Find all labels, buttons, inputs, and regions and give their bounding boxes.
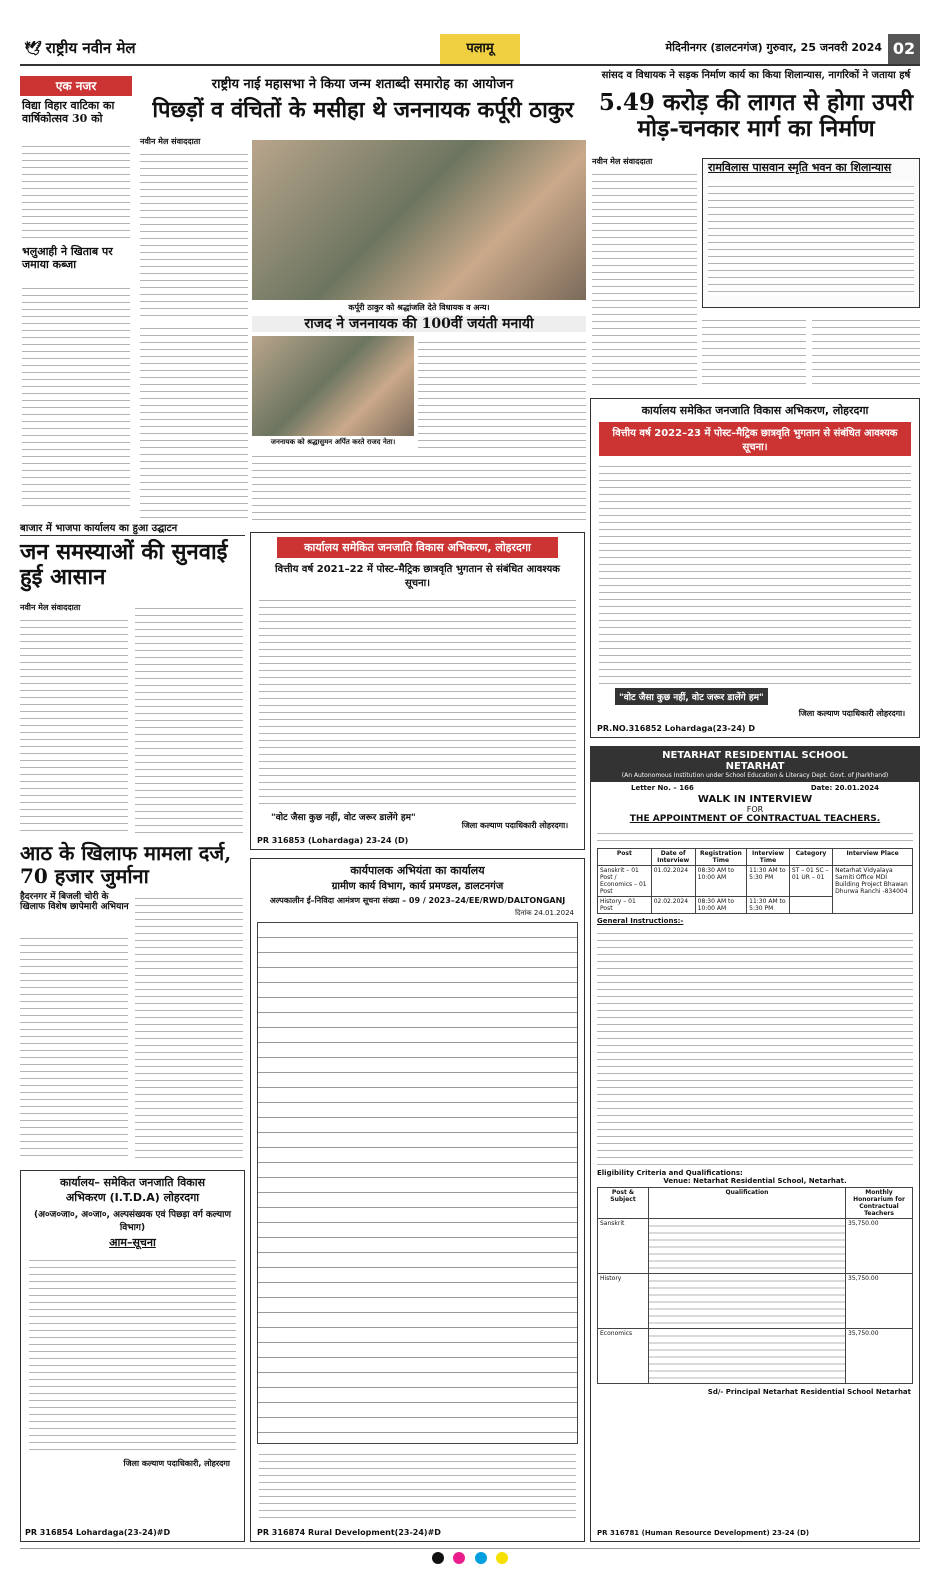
bird-logo-icon: 🕊 xyxy=(24,41,42,57)
notice2-pr: PR.NO.316852 Lohardaga(23-24) D xyxy=(597,724,755,733)
notice3-pr: PR 316854 Lohardaga(23-24)#D xyxy=(25,1528,171,1537)
table-row xyxy=(598,1274,913,1329)
ek-nazar-tag: एक नजर xyxy=(20,76,132,96)
story1-body xyxy=(22,140,130,242)
cell: 08:30 AM to 10:00 AM xyxy=(695,897,747,914)
school-place: NETARHAT xyxy=(725,761,785,772)
notice1-pr: PR 316853 (Lohardaga) 23-24 (D) xyxy=(257,836,409,845)
cell: 11:30 AM to 5:30 PM xyxy=(747,866,790,897)
notice-postmatric-2022 xyxy=(590,398,920,738)
notice1-body xyxy=(259,594,576,804)
right-inset-body xyxy=(708,180,914,296)
story4-body-col1 xyxy=(20,932,128,1162)
school-instructions-head: General Instructions:- xyxy=(597,917,684,925)
brand xyxy=(24,38,136,58)
tender-table xyxy=(257,922,578,1444)
interview-schedule-table xyxy=(597,848,913,914)
cell: 35,750.00 xyxy=(846,1329,913,1384)
cell xyxy=(789,897,832,914)
cell: History – 01 Post xyxy=(598,897,652,914)
notice1-slogan: "वोट जैसा कुछ नहीं, वोट जरूर डालेंगे हम" xyxy=(271,813,416,823)
right-body-col2 xyxy=(702,314,806,390)
qualification-table xyxy=(597,1187,913,1384)
story1-headline: विद्या विहार वाटिका का वार्षिकोत्सव 30 को xyxy=(22,99,115,125)
registration-mark xyxy=(453,1552,465,1564)
table-row xyxy=(598,866,913,897)
right-body-col1 xyxy=(592,168,697,390)
notice2-signatory: जिला कल्याण पदाधिकारी लोहरदगा। xyxy=(798,709,906,718)
registration-mark xyxy=(496,1552,508,1564)
school-sign: Sd/- Principal Netarhat Residential School Netarhat xyxy=(707,1388,911,1396)
center-photo-caption: कर्पूरी ठाकुर को श्रद्धांजलि देते विधायक व अन्य। xyxy=(348,303,490,312)
school-tagline: (An Autonomous Institution under School Education & Literacy Dept. Govt. of Jharkhand) xyxy=(621,772,889,779)
school-pr: PR 316781 (Human Resource Development) 23-24 (D) xyxy=(597,1529,810,1537)
notice3-body xyxy=(29,1254,236,1454)
cell: Economics xyxy=(598,1329,649,1384)
center-photo2-caption: जननायक को श्रद्धासुमन अर्पित करते राजद नेता। xyxy=(270,438,396,446)
qualification-header: Monthly Honorarium for Contractual Teachers xyxy=(846,1188,913,1219)
story3-kicker: बाजार में भाजपा कार्यालय का हुआ उद्घाटन xyxy=(20,520,245,536)
story3-body-col1 xyxy=(20,614,128,834)
tender-office: कार्यपालक अभियंता का कार्यालय xyxy=(350,864,485,877)
school-venue: Venue: Netarhat Residential School, Netarhat. xyxy=(663,1177,847,1185)
schedule-header: Date of Interview xyxy=(651,849,695,866)
school-for: FOR xyxy=(746,805,764,814)
cell: History xyxy=(598,1274,649,1329)
registration-mark xyxy=(475,1552,487,1564)
notice-itda xyxy=(20,1170,245,1542)
notice3-signatory: जिला कल्याण पदाधिकारी, लोहरदगा xyxy=(123,1459,230,1468)
notice2-office: कार्यालय समेकित जनजाति विकास अभिकरण, लोहरदगा xyxy=(641,404,869,417)
qualification-header-row xyxy=(598,1188,913,1219)
schedule-header: Category xyxy=(789,849,832,866)
center-story2-body xyxy=(418,336,586,448)
center-body-col1b xyxy=(140,322,248,522)
notice3-office: कार्यालय– समेकित जनजाति विकास अभिकरण (I.T.D.A) लोहरदगा xyxy=(59,1176,206,1204)
school-walk: WALK IN INTERVIEW xyxy=(697,794,813,805)
notice1-subject: वित्तीय वर्ष 2021–22 में पोस्ट–मैट्रिक छात्रवृति भुगतान से संबंधित आवश्यक सूचना। xyxy=(275,564,560,589)
notice2-subject: वित्तीय वर्ष 2022–23 में पोस्ट–मैट्रिक छात्रवृति भुगतान से संबंधित आवश्यक सूचना। xyxy=(599,422,911,456)
tender-notice xyxy=(250,858,585,1542)
story2-headline: भलुआही ने खिताब पर जमाया कब्जा xyxy=(22,245,113,271)
notice3-title: आम–सूचना xyxy=(109,1236,156,1249)
story3-byline: नवीन मेल संवाददाता xyxy=(20,603,81,612)
cell: 35,750.00 xyxy=(846,1274,913,1329)
netarhat-school-notice xyxy=(590,746,920,1542)
right-headline: 5.49 करोड़ की लागत से होगा उपरी मोड़-चनकार मार्ग का निर्माण xyxy=(598,89,914,143)
brand-name: राष्ट्रीय नवीन मेल xyxy=(45,39,136,57)
registration-mark xyxy=(432,1552,444,1564)
right-kicker: सांसद व विधायक ने सड़क निर्माण कार्य का किया शिलान्यास, नागरिकों ने जताया हर्ष xyxy=(601,70,911,81)
notice3-sub: (अ०ज०जा०, अ०जा०, अल्पसंख्यक एवं पिछड़ा वर्ग कल्याण विभाग) xyxy=(34,1210,231,1233)
qualification-header: Post & Subject xyxy=(598,1188,649,1219)
section-label: पलामू xyxy=(440,34,520,64)
center-headline: पिछड़ों व वंचितों के मसीहा थे जननायक कर्पूरी ठाकुर xyxy=(152,97,574,123)
cell: Netarhat Vidyalaya Samiti Office MDI Building Project Bhawan Dhurwa Ranchi -834004 xyxy=(833,866,913,914)
table-row xyxy=(598,1219,913,1274)
center-story2-headline: राजद ने जननायक की 100वीं जयंती मनायी xyxy=(252,316,586,332)
notice2-slogan: "वोट जैसा कुछ नहीं, वोट जरूर डालेंगे हम" xyxy=(615,688,768,705)
tender-pr: PR 316874 Rural Development(23-24)#D xyxy=(257,1528,441,1537)
school-name: NETARHAT RESIDENTIAL SCHOOL xyxy=(662,750,848,761)
dateline: मेदिनीनगर (डालटनगंज) गुरुवार, 25 जनवरी 2024 xyxy=(665,41,882,54)
cell: 02.02.2024 xyxy=(651,897,695,914)
print-registration-bar xyxy=(20,1548,920,1562)
school-intro xyxy=(597,827,913,845)
qualification-header: Qualification xyxy=(649,1188,846,1219)
notice1-office: कार्यालय समेकित जनजाति विकास अभिकरण, लोहरदगा xyxy=(277,537,558,558)
page-number: 02 xyxy=(888,34,920,64)
cell: 11:30 AM to 5:30 PM xyxy=(747,897,790,914)
school-instructions xyxy=(597,927,913,1167)
cell: 08:30 AM to 10:00 AM xyxy=(695,866,747,897)
cell-qualification xyxy=(649,1329,846,1384)
center-photo2 xyxy=(252,336,414,436)
center-photo xyxy=(252,140,586,300)
notice1-signatory: जिला कल्याण पदाधिकारी लोहरदगा। xyxy=(461,821,569,830)
cell-qualification xyxy=(649,1219,846,1274)
right-byline: नवीन मेल संवाददाता xyxy=(592,157,653,166)
right-body-col3 xyxy=(812,314,920,390)
school-date: Date: 20.01.2024 xyxy=(810,784,879,792)
story2-body xyxy=(22,282,130,512)
school-header xyxy=(591,747,919,782)
story3-body-col2 xyxy=(135,602,243,834)
cell: 01.02.2024 xyxy=(651,866,695,897)
right-inset-headline: रामविलास पासवान स्मृति भवन का शिलान्यास xyxy=(708,161,892,174)
center-kicker: राष्ट्रीय नाई महासभा ने किया जन्म शताब्दी समारोह का आयोजन xyxy=(211,77,514,92)
center-byline: नवीन मेल संवाददाता xyxy=(140,137,201,146)
right-inset-box xyxy=(702,158,920,308)
notice2-body xyxy=(599,460,911,690)
masthead xyxy=(20,34,920,66)
cell: ST – 01 SC – 01 UR – 01 xyxy=(789,866,832,897)
school-letter-row xyxy=(591,782,919,794)
tender-notice-no: अल्पकालीन ई–निविदा आमंत्रण सूचना संख्या – 09 / 2023–24/EE/RWD/DALTONGANJ xyxy=(269,896,566,905)
school-appointment: THE APPOINTMENT OF CONTRACTUAL TEACHERS. xyxy=(629,814,881,824)
schedule-header-row xyxy=(598,849,913,866)
tender-dept: ग्रामीण कार्य विभाग, कार्य प्रमण्डल, डालटनगंज xyxy=(331,881,504,892)
cell: Sanskrit – 01 Post / Economics – 01 Post xyxy=(598,866,652,897)
center-story2-body2 xyxy=(252,450,586,522)
story4-kicker: हैदरनगर में बिजली चोरी के खिलाफ विशेष छापेमारी अभियान xyxy=(20,892,129,913)
tender-terms xyxy=(259,1448,576,1518)
schedule-header: Post xyxy=(598,849,652,866)
tender-date: दिनांक 24.01.2024 xyxy=(515,909,574,917)
cell: 35,750.00 xyxy=(846,1219,913,1274)
notice-postmatric-2021 xyxy=(250,532,585,850)
schedule-header: Registration Time xyxy=(695,849,747,866)
cell: Sanskrit xyxy=(598,1219,649,1274)
story4-body-col2 xyxy=(135,892,243,1162)
school-eligibility-head: Eligibility Criteria and Qualifications: xyxy=(597,1169,743,1177)
story4-headline: आठ के खिलाफ मामला दर्ज, 70 हजार जुर्माना xyxy=(20,841,232,888)
schedule-header: Interview Time xyxy=(747,849,790,866)
story3-headline: जन समस्याओं की सुनवाई हुई आसान xyxy=(20,539,228,591)
table-row xyxy=(598,1329,913,1384)
cell-qualification xyxy=(649,1274,846,1329)
school-letter: Letter No. – 166 xyxy=(631,784,694,792)
schedule-header: Interview Place xyxy=(833,849,913,866)
center-body-col1 xyxy=(140,148,248,316)
